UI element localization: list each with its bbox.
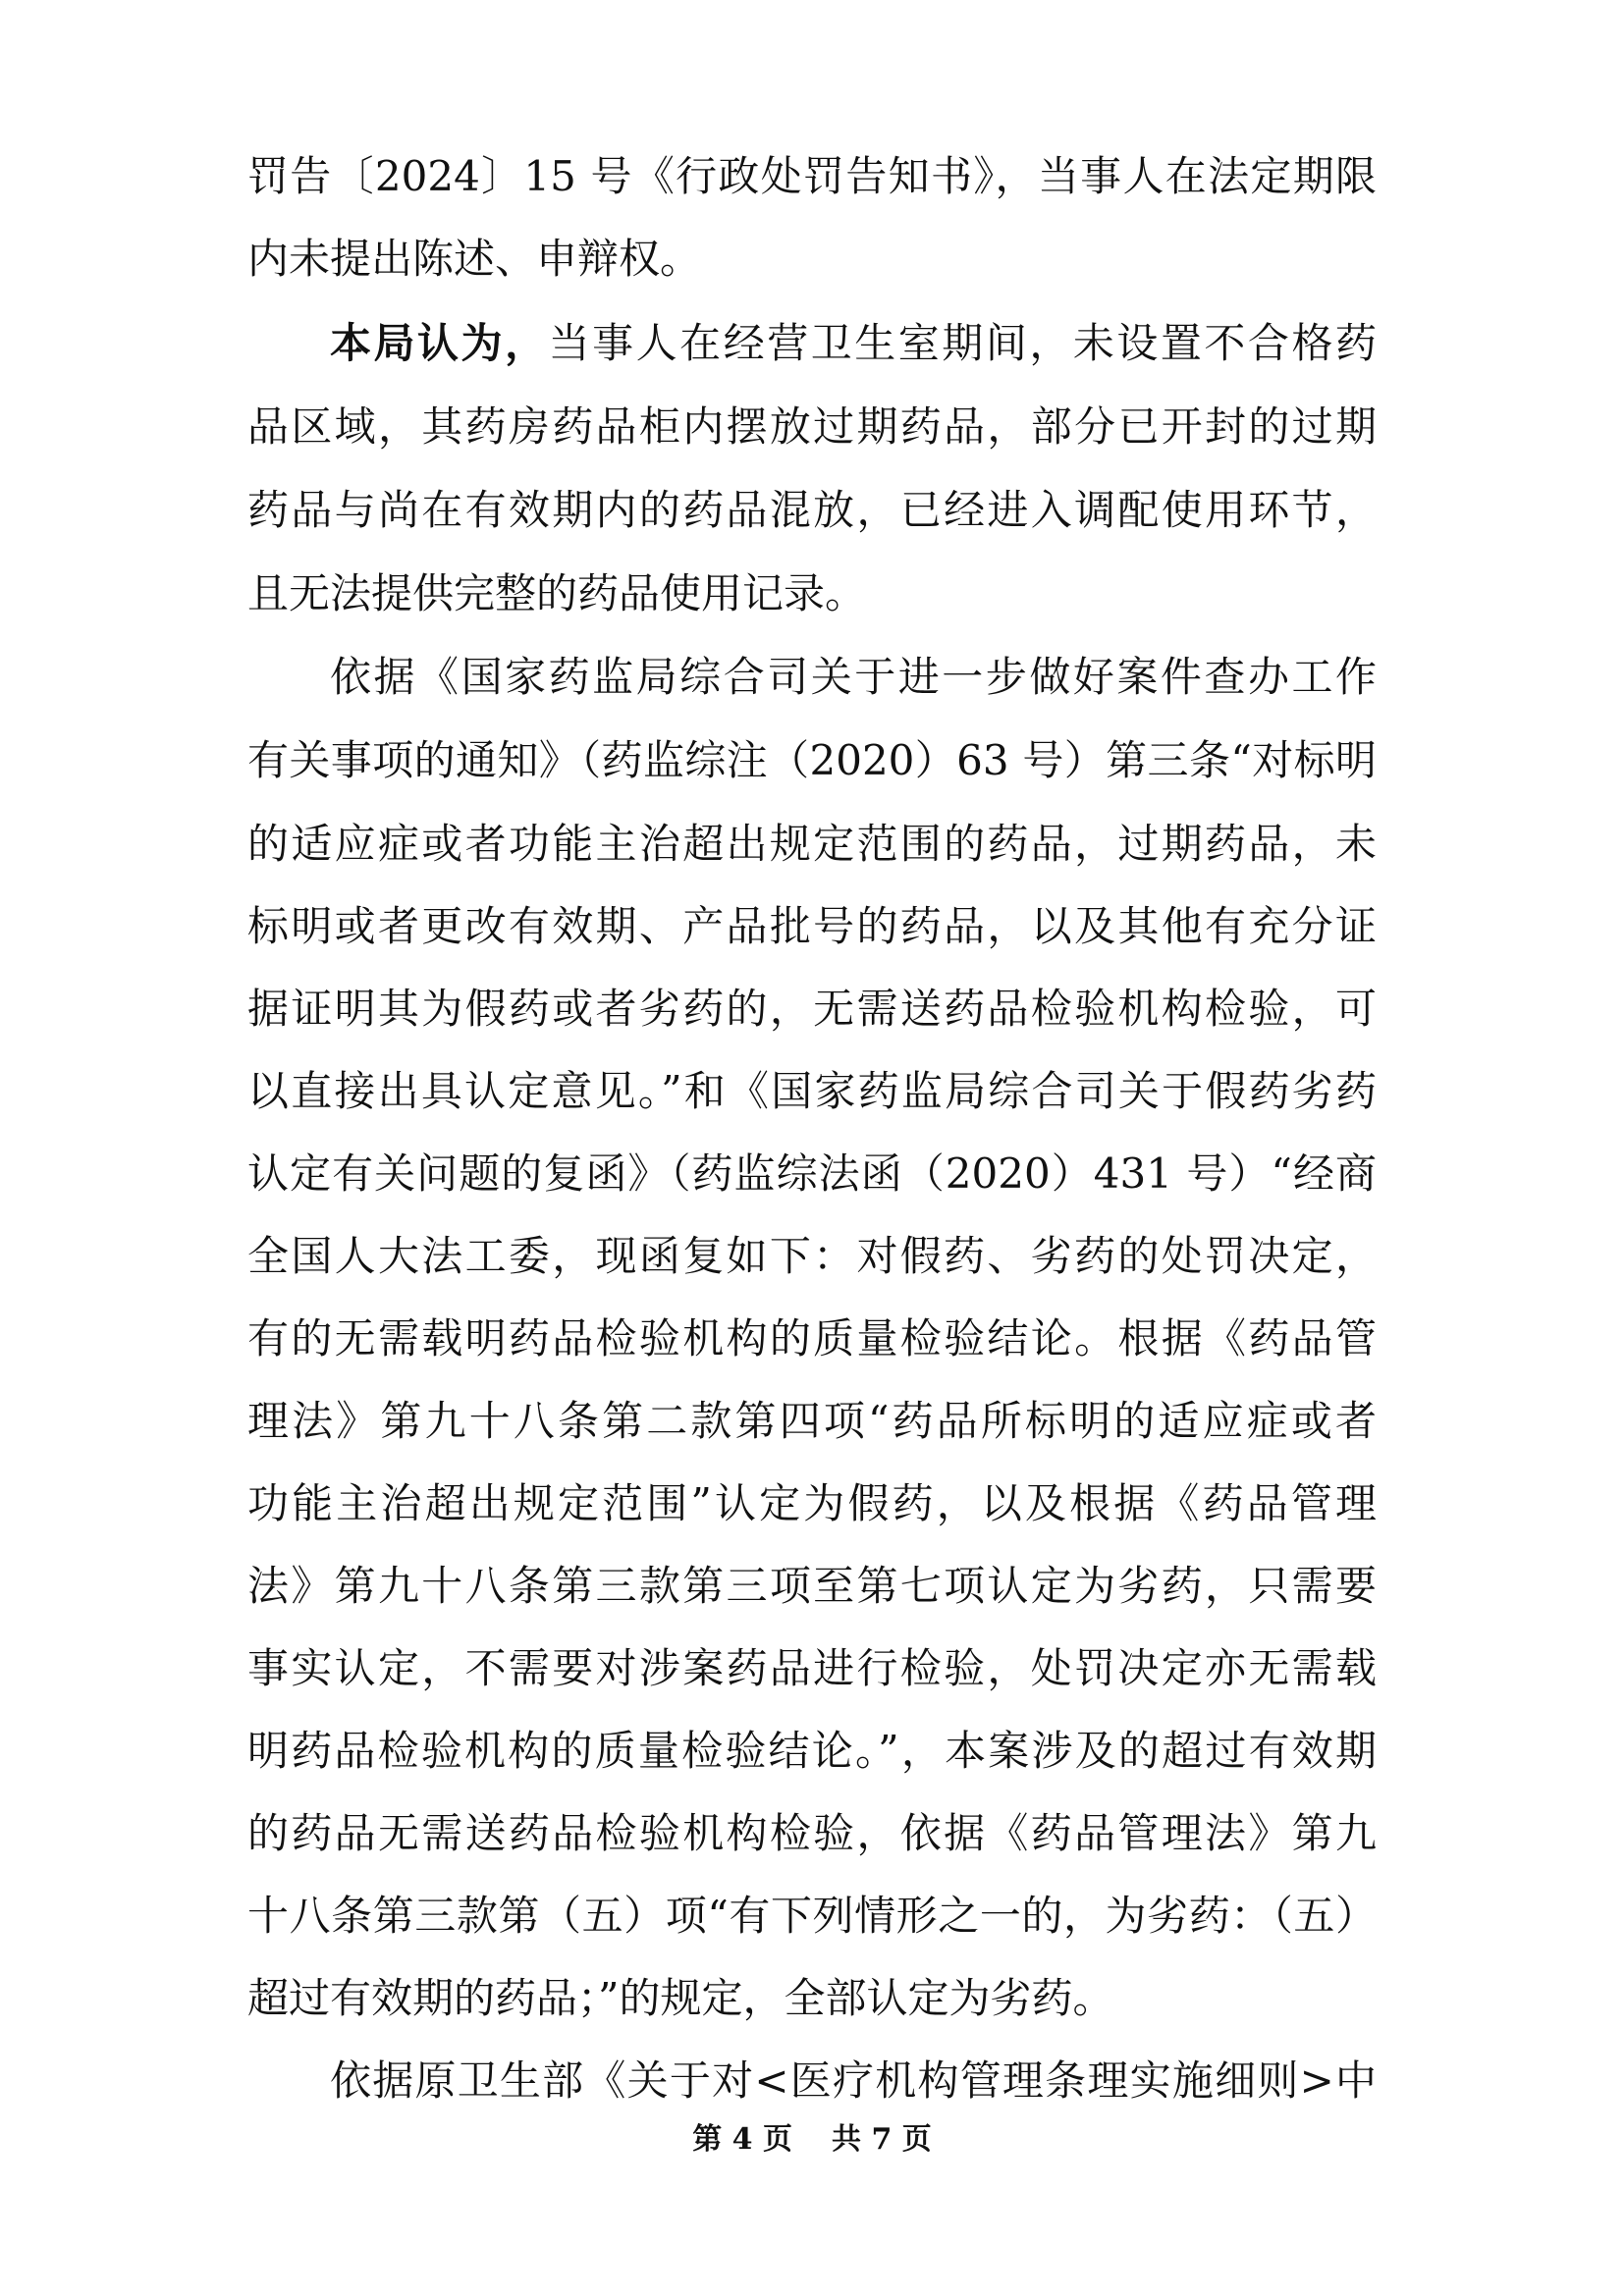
text-line-6: 且无法提供完整的药品使用记录。: [247, 569, 867, 617]
text-line-3: [330, 314, 1377, 373]
text-line-9: 的适应症或者功能主治超出规定范围的药品，过期药品，未: [247, 820, 1377, 868]
text-line-14: 全国人大法工委，现函复如下：对假药、劣药的处罚决定，: [247, 1232, 1377, 1280]
page-footer: [0, 2120, 1624, 2160]
bold-lead: 本局认为，: [330, 319, 549, 367]
text-line-7: 依据《国家药监局综合司关于进一步做好案件查办工作: [330, 653, 1377, 701]
text-line-13: 认定有关问题的复函》（药监综法函（2020）431 号）“经商: [247, 1149, 1377, 1198]
text-line-1: 罚告〔2024〕15 号《行政处罚告知书》，当事人在法定期限: [247, 152, 1377, 200]
text-line-2: 内未提出陈述、申辩权。: [247, 235, 702, 283]
text-line-8: 有关事项的通知》（药监综注（2020）63 号）第三条“对标明: [247, 736, 1377, 784]
text-line-18: 法》第九十八条第三款第三项至第七项认定为劣药，只需要: [247, 1562, 1377, 1610]
text-line-22: 十八条第三款第（五）项“有下列情形之一的，为劣药：（五）: [247, 1892, 1377, 1940]
text-line-23: 超过有效期的药品；”的规定，全部认定为劣药。: [247, 1974, 1114, 2022]
text-line-20: 明药品检验机构的质量检验结论。”，本案涉及的超过有效期: [247, 1727, 1377, 1775]
text-line-21: 的药品无需送药品检验机构检验，依据《药品管理法》第九: [247, 1809, 1377, 1857]
text-line-24: 依据原卫生部《关于对<医疗机构管理条理实施细则>中: [330, 2056, 1377, 2105]
text-line-17: 功能主治超出规定范围”认定为假药，以及根据《药品管理: [247, 1479, 1377, 1527]
page-number: 第 4 页: [692, 2122, 792, 2157]
text-line-5: 药品与尚在有效期内的药品混放，已经进入调配使用环节，: [247, 486, 1377, 534]
text-line-19: 事实认定，不需要对涉案药品进行检验，处罚决定亦无需载: [247, 1644, 1377, 1692]
text-line-15: 有的无需载明药品检验机构的质量检验结论。根据《药品管: [247, 1314, 1377, 1362]
text-line-16: 理法》第九十八条第二款第四项“药品所标明的适应症或者: [247, 1397, 1377, 1445]
page-total: 共 7 页: [832, 2122, 932, 2157]
text-line-10: 标明或者更改有效期、产品批号的药品，以及其他有充分证: [247, 902, 1377, 950]
text-line-12: 以直接出具认定意见。”和《国家药监局综合司关于假药劣药: [247, 1067, 1377, 1115]
text-line-4: 品区域，其药房药品柜内摆放过期药品，部分已开封的过期: [247, 402, 1377, 451]
text-line-3-rest: 当事人在经营卫生室期间，未设置不合格药: [548, 319, 1377, 367]
text-line-11: 据证明其为假药或者劣药的，无需送药品检验机构检验，可: [247, 985, 1377, 1033]
